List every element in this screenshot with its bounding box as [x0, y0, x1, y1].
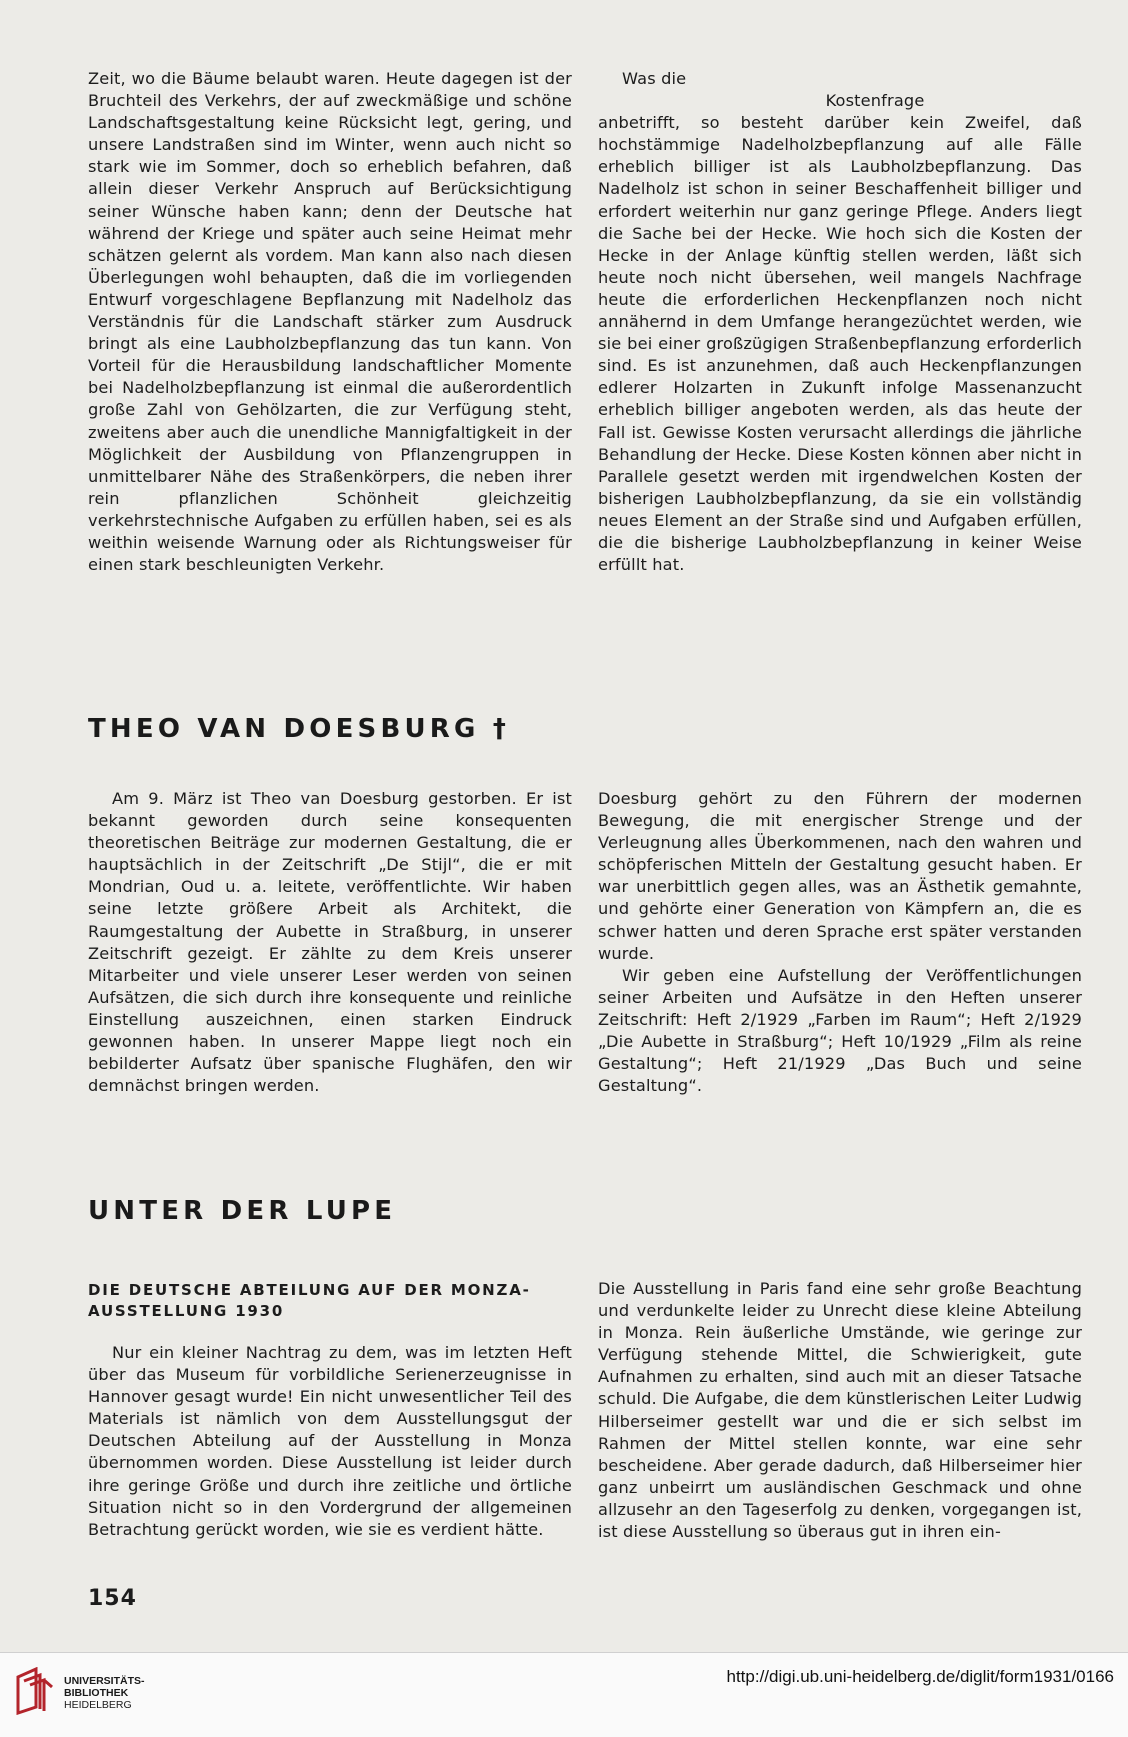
logo-line: UNIVERSITÄTS- [64, 1675, 145, 1687]
lupe-left-column [88, 1280, 572, 1541]
paragraph: Am 9. März ist Theo van Doesburg gestorben. Er ist bekannt geworden durch seine konsequenten theoretischen Beiträge zur modernen Gestaltung, die er hauptsächlich in der Zeitschrift „De Stijl“, die er mit Mondrian, Oud u. a. leitete, veröffentlichte. Wir haben seine letzte größere Arbeit als Architekt, die Raumgestaltung der Aubette in Straßburg, in unserer Zeitschrift gezeigt. Er zählte zu dem Kreis unserer Mitarbeiter und viele unserer Leser werden von seinen Aufsätzen, die sich durch ihre konsequente und reinliche Einstellung auszeichnen, einen starken Eindruck gewonnen haben. In unserer Mappe liegt noch ein bebilderter Aufsatz über spanische Flughäfen, den wir demnächst bringen werden. [88, 789, 572, 1096]
doesburg-right-column [598, 788, 1082, 1097]
paragraph: Nur ein kleiner Nachtrag zu dem, was im letzten Heft über das Museum für vorbildliche Serienerzeugnisse in Hannover gesagt wurde! Ein nicht unwesentlicher Teil des Materials ist nämlich von dem Ausstellungsgut der Deutschen Abteilung auf der Ausstellung in Monza übernommen worden. Diese Ausstellung ist leider durch ihre geringe Größe und durch ihre zeitliche und örtliche Situation nicht so in den Vordergrund der allgemeinen Betrachtung gerückt worden, wie sie es verdient hätte. [88, 1343, 572, 1539]
doesburg-left-column [88, 788, 572, 1097]
page-number: 154 [88, 1586, 137, 1611]
top-left-column [88, 68, 572, 576]
section-title-doesburg: THEO VAN DOESBURG † [88, 714, 511, 744]
paragraph: Wir geben eine Aufstellung der Veröffentlichungen seiner Arbeiten und Aufsätze in den Heften unserer Zeitschrift: Heft 2/1929 „Farben im Raum“; Heft 2/1929 „Die Aubette in Straßburg“; Heft 10/1929 „Film als reine Gestaltung“; Heft 21/1929 „Das Buch und seine Gestaltung“. [598, 965, 1082, 1096]
paragraph-lead: Was die [622, 69, 687, 88]
paragraph: Doesburg gehört zu den Führern der modernen Bewegung, die mit energischer Strenge und der Verleugnung alles Überkommenen, nach den wahren und schöpferischen Mitteln der Gestaltung gesucht haben. Er war unerbittlich gegen alles, was an Ästhetik gemahnte, und gehörte einer Generation von Kämpfern an, die es schwer hatten und deren Sprache erst später verstanden wurde. [598, 789, 1082, 963]
library-logo-text [64, 1675, 145, 1711]
inline-heading: Kostenfrage [825, 91, 925, 111]
logo-line: HEIDELBERG [64, 1699, 132, 1711]
top-right-column [598, 68, 1082, 576]
lupe-right-column [598, 1278, 1082, 1543]
permalink-url[interactable]: http://digi.ub.uni-heidelberg.de/diglit/form1931/0166 [726, 1667, 1114, 1686]
paragraph: Zeit, wo die Bäume belaubt waren. Heute dagegen ist der Bruchteil des Verkehrs, der auf zweckmäßige und schöne Landschaftsgestaltung keine Rücksicht legt, gering, und unsere Landstraßen sind im Winter, wenn auch nicht so stark wie im Sommer, doch so erheblich befahren, daß allein dieser Verkehr Anspruch auf Berücksichtigung seiner Wünsche haben kann; denn der Deutsche hat während der Kriege und später auch seine Heimat mehr schätzen gelernt als vordem. Man kann also nach diesen Überlegungen wohl behaupten, daß die im vorliegenden Entwurf vorgeschlagene Bepflanzung mit Nadelholz das Verständnis für die Landschaft stärker zum Ausdruck bringt als eine Laubholzbepflanzung das tun kann. Von Vorteil für die Herausbildung landschaftlicher Momente bei Nadelholzbepflanzung ist einmal die außerordentlich große Zahl von Gehölzarten, die zur Verfügung steht, zweitens aber auch die unendliche Mannigfaltigkeit in der Möglichkeit der Ausbildung von Pflanzengruppen in unmittelbarer Nähe des Straßenkörpers, die neben ihrer rein pflanzlichen Schönheit gleichzeitig verkehrstechnische Aufgaben zu erfüllen haben, sei es als weithin weisende Warnung oder als Richtungsweiser für einen stark beschleunigten Verkehr. [88, 69, 572, 575]
library-logo-icon [14, 1667, 56, 1715]
footer-bar [0, 1652, 1128, 1737]
paragraph: Die Ausstellung in Paris fand eine sehr große Beachtung und verdunkelte leider zu Unrecht diese kleine Abteilung in Monza. Rein äußerliche Umstände, wie geringe zur Verfügung stehende Mittel, die Schwierigkeit, gute Aufnahmen zu erhalten, sind auch mit an dieser Tatsache schuld. Die Aufgabe, die dem künstlerischen Leiter Ludwig Hilberseimer gestellt war und die er sich selbst im Rahmen der Mittel stellen konnte, war eine sehr bescheidene. Aber gerade dadurch, daß Hilberseimer hier ganz unbeirrt um ausländischen Geschmack und ohne allzusehr an den Tageserfolg zu denken, vorgegangen ist, ist diese Ausstellung so überaus gut in ihren ein- [598, 1279, 1082, 1542]
logo-line: BIBLIOTHEK [64, 1687, 129, 1699]
section-title-lupe: UNTER DER LUPE [88, 1196, 397, 1226]
article-subheading: DIE DEUTSCHE ABTEILUNG AUF DER MONZA-AUSSTELLUNG 1930 [88, 1281, 531, 1320]
paragraph: anbetrifft, so besteht darüber kein Zweifel, daß hochstämmige Nadelholzbepflanzung auf alle Fälle erheblich billiger ist als Laubholzbepflanzung. Das Nadelholz ist schon in seiner Beschaffenheit billiger und erfordert weiterhin nur ganz geringe Pflege. Anders liegt die Sache bei der Hecke. Wie hoch sich die Kosten der Hecke in der Anlage künftig stellen werden, läßt sich heute noch nicht übersehen, weil mangels Nachfrage heute die erforderlichen Heckenpflanzen noch nicht annähernd in dem Umfange herangezüchtet werden, wie sie bei einer großzügigen Straßenbepflanzung erforderlich sind. Es ist anzunehmen, daß auch Heckenpflanzungen edlerer Holzarten in Zukunft infolge Massenanzucht erheblich billiger angeboten werden, als das heute der Fall ist. Gewisse Kosten verursacht allerdings die jährliche Behandlung der Hecke. Diese Kosten können aber nicht in Parallele gesetzt werden mit irgendwelchen Kosten der bisherigen Laubholzbepflanzung, da sie ein vollständig neues Element an der Straße sind und Aufgaben erfüllen, die die bisherige Laubholzbepflanzung in keiner Weise erfüllt hat. [598, 113, 1082, 575]
